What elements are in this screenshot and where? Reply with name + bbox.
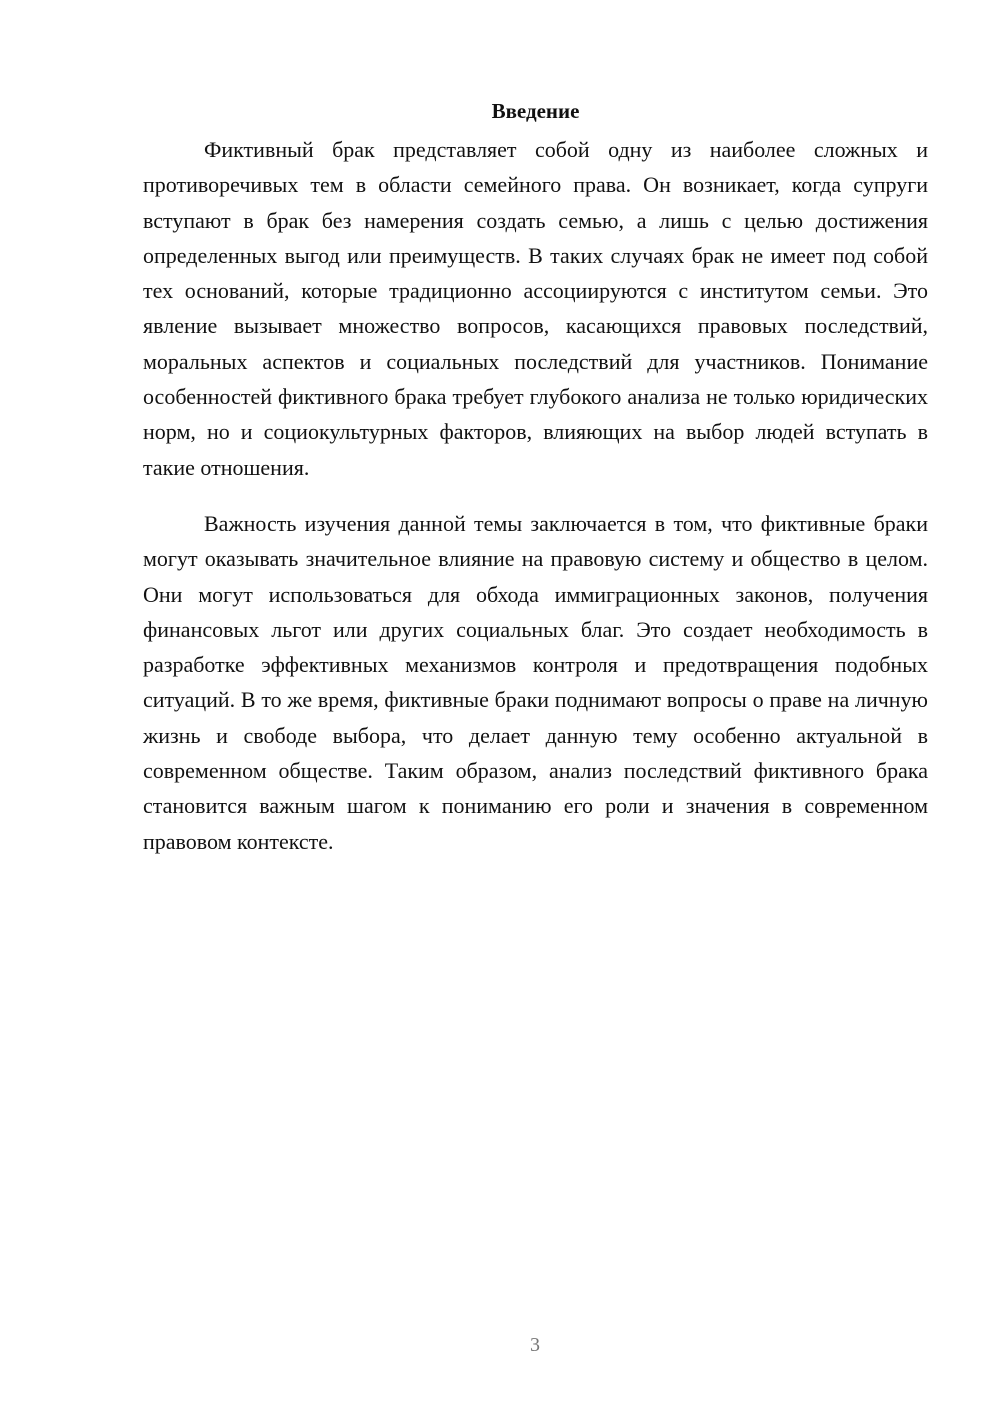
page-number: 3	[530, 1334, 540, 1356]
paragraph-2: Важность изучения данной темы заключается в том, что фиктивные браки могут оказывать значительное влияние на правовую систему и общество в целом. Они могут использоваться для обхода иммиграционных законов, получения финансовых льгот или других социальных благ. Это создает необходимость в разработке эффективных механизмов контроля и предотвращения подобных ситуаций. В то же время, фиктивные браки поднимают вопросы о праве на личную жизнь и свободе выбора, что делает данную тему особенно актуальной в современном обществе. Таким образом, анализ последствий фиктивного брака становится важным шагом к пониманию его роли и значения в современном правовом контексте.	[143, 510, 928, 854]
section-heading: Введение	[491, 99, 580, 123]
page-content	[143, 94, 928, 859]
paragraph-1: Фиктивный брак представляет собой одну из наиболее сложных и противоречивых тем в области семейного права. Он возникает, когда супруги вступают в брак без намерения создать семью, а лишь с целью достижения определенных выгод или преимуществ. В таких случаях брак не имеет под собой тех оснований, которые традиционно ассоциируются с институтом семьи. Это явление вызывает множество вопросов, касающихся правовых последствий, моральных аспектов и социальных последствий для участников. Понимание особенностей фиктивного брака требует глубокого анализа не только юридических норм, но и социокультурных факторов, влияющих на выбор людей вступать в такие отношения.	[143, 137, 928, 480]
